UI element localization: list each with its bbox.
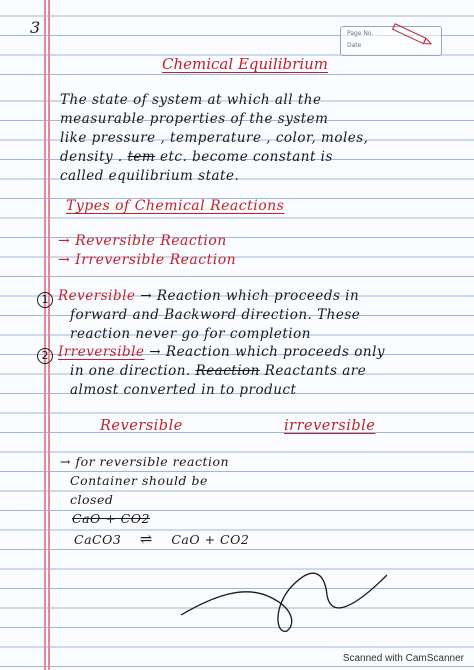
date-label: Date	[347, 42, 362, 49]
compare-reversible: Reversible	[100, 418, 183, 434]
equilibrium-arrow-icon: ⇌	[139, 530, 153, 548]
notes-line-2: Container should be	[70, 473, 208, 488]
item-2-line-2	[70, 363, 366, 379]
equation-reactant: CaCO3	[74, 532, 122, 547]
definition-line-1: The state of system at which all the	[60, 92, 322, 108]
definition-line-4	[60, 149, 333, 165]
item-1-number: 1	[37, 292, 53, 308]
item-2-reactants: Reactants are	[259, 363, 367, 379]
definition-constant: etc. become constant is	[155, 149, 333, 165]
definition-density: density .	[60, 149, 128, 165]
item-1-desc: → Reaction which proceeds in	[140, 288, 360, 304]
item-2-direction: in one direction.	[70, 363, 196, 379]
item-2-line-3: almost converted in to product	[70, 382, 297, 398]
definition-line-3: like pressure , temperature , color, moles,	[60, 130, 369, 146]
notes-line-1: → for reversible reaction	[60, 454, 230, 469]
item-2-number: 2	[37, 348, 53, 364]
types-heading: Types of Chemical Reactions	[66, 198, 285, 214]
margin-line-right	[48, 0, 50, 670]
definition-line-5: called equilibrium state.	[60, 168, 240, 184]
item-1-line-2: forward and Backword direction. These	[70, 307, 361, 323]
item-2-line-1	[58, 344, 385, 360]
definition-line-2: measurable properties of the system	[60, 111, 329, 127]
item-2-desc: → Reaction which proceeds only	[149, 344, 386, 360]
scanner-watermark: Scanned with CamScanner	[342, 653, 464, 664]
item-2-struck-word: Reaction	[195, 363, 260, 379]
type-irreversible: → Irreversible Reaction	[58, 252, 237, 268]
item-1-line-3: reaction never go for completion	[70, 326, 311, 342]
margin-line-left	[44, 0, 46, 670]
page-no-label: Page No.	[347, 30, 374, 37]
signature-scribble	[175, 555, 390, 635]
page-title: Chemical Equilibrium	[162, 55, 329, 73]
definition-struck-word: tem	[127, 149, 156, 165]
notes-line-3: closed	[70, 492, 114, 507]
equation-products: CaO + CO2	[171, 532, 250, 547]
notes-equation	[74, 530, 249, 548]
page-number-mark: 3	[30, 18, 41, 37]
item-1-line-1	[58, 288, 359, 304]
compare-irreversible: irreversible	[284, 418, 376, 434]
notes-struck-equation: CaO + CO2	[72, 511, 150, 526]
item-2-term: Irreversible	[58, 344, 145, 360]
item-1-term: Reversible	[58, 288, 136, 304]
type-reversible: → Reversible Reaction	[58, 233, 227, 249]
